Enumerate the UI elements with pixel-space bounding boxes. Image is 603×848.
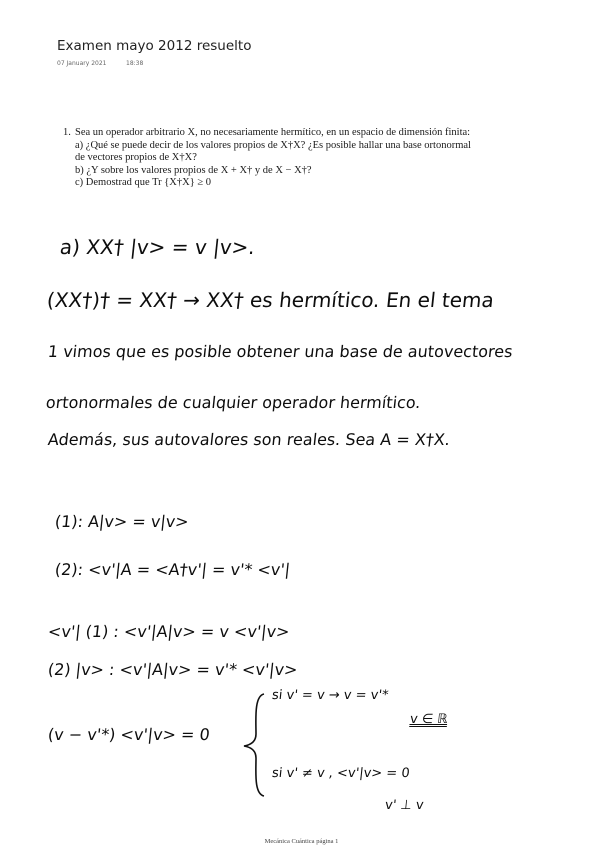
problem-statement (63, 127, 543, 190)
case-brace-icon (240, 690, 270, 800)
page-footer: Mecánica Cuántica página 1 (264, 838, 339, 845)
note-line-5: Además, sus autovalores son reales. Sea A = X†X. (47, 430, 451, 449)
note-line-3: 1 vimos que es posible obtener una base de autovectores (47, 342, 514, 361)
case-2-result: v' ⊥ v (384, 798, 425, 813)
problem-intro-line (63, 127, 543, 140)
case-2: si v' ≠ v , <v'|v> = 0 (271, 766, 411, 781)
equation-1: (1): A|v> = v|v> (54, 512, 190, 531)
case-1: si v' = v → v = v'* (271, 688, 390, 703)
note-line-2: (XX†)† = XX† → XX† es hermítico. En el tema (45, 288, 496, 312)
case-1-result: v ∈ ℝ (409, 712, 449, 727)
equation-4: (2) |v> : <v'|A|v> = v'* <v'|v> (47, 660, 299, 679)
page-title: Examen mayo 2012 resuelto (57, 38, 252, 54)
equation-2: (2): <v'|A = <A†v'| = v'* <v'| (54, 560, 292, 579)
note-line-4: ortonormales de cualquier operador hermítico. (45, 393, 422, 412)
problem-intro: Sea un operador arbitrario X, no necesariamente hermítico, en un espacio de dimensión finita: (75, 127, 471, 138)
problem-part-c: c) Demostrad que Tr {X†X} ≥ 0 (75, 177, 211, 188)
equation-3: <v'| (1) : <v'|A|v> = v <v'|v> (47, 622, 291, 641)
page-date: 07 January 2021 (57, 60, 107, 67)
equation-5: (v − v'*) <v'|v> = 0 (47, 725, 211, 744)
problem-part-b: b) ¿Y sobre los valores propios de X + X† y de X − X†? (75, 164, 312, 176)
problem-number: 1. (63, 127, 71, 138)
problem-part-a-2: de vectores propios de X†X? (75, 152, 197, 163)
page-time: 18:38 (126, 60, 144, 67)
problem-part-a-1: a) ¿Qué se puede decir de los valores propios de X†X? ¿Es posible hallar una base ortonormal (75, 139, 471, 151)
note-line-1: a) XX† |v> = v |v>. (58, 235, 257, 259)
